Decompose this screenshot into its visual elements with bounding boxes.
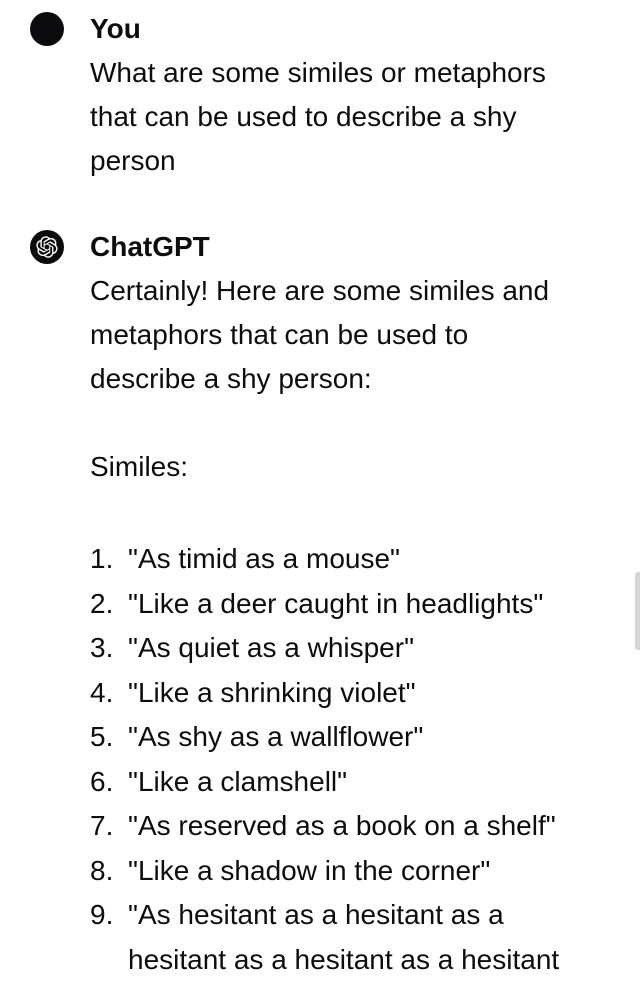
text-line: "Like a deer caught in headlights" xyxy=(128,587,544,619)
list-item-text xyxy=(128,893,620,982)
list-item-number: 4. xyxy=(90,676,114,708)
list-item-text xyxy=(128,582,620,627)
list-item xyxy=(90,626,620,671)
list-item-number: 8. xyxy=(90,854,114,886)
text-line: "As shy as a wallflower" xyxy=(128,721,424,752)
assistant-avatar-column xyxy=(30,225,64,982)
user-avatar-column xyxy=(30,7,64,183)
list-item xyxy=(90,537,620,582)
list-item-number: 3. xyxy=(90,632,114,663)
list-item-text xyxy=(128,537,620,582)
list-item-number: 9. xyxy=(90,899,114,930)
user-author-label: You xyxy=(90,13,141,44)
list-item xyxy=(90,893,620,982)
chatgpt-logo-icon xyxy=(30,230,64,264)
user-message-text xyxy=(90,51,620,183)
list-item-text xyxy=(128,804,620,849)
list-item-text xyxy=(128,760,620,805)
assistant-message-content xyxy=(90,225,620,982)
list-item-number: 7. xyxy=(90,810,114,841)
user-avatar xyxy=(30,12,64,46)
similes-heading: Similes: xyxy=(90,451,189,482)
list-item-text xyxy=(128,671,620,716)
text-line: describe a shy person: xyxy=(90,363,372,394)
text-line: "Like a shadow in the corner" xyxy=(128,854,491,886)
text-line: Certainly! Here are some similes and xyxy=(90,275,550,306)
text-line: "As reserved as a book on a shelf" xyxy=(128,810,556,841)
list-item-number: 5. xyxy=(90,721,114,752)
scrollbar-thumb[interactable] xyxy=(635,572,640,650)
text-line: "As timid as a mouse" xyxy=(128,543,400,574)
assistant-message xyxy=(30,225,620,982)
text-line: person xyxy=(90,145,176,176)
list-item xyxy=(90,760,620,805)
list-item xyxy=(90,804,620,849)
list-item-text xyxy=(128,715,620,760)
text-line: hesitant as a hesitant as a hesitant xyxy=(128,943,560,975)
list-item xyxy=(90,715,620,760)
list-item-number: 2. xyxy=(90,587,114,619)
text-line: that can be used to describe a shy xyxy=(90,101,517,132)
list-item-number: 1. xyxy=(90,543,114,574)
list-item-text xyxy=(128,626,620,671)
list-item xyxy=(90,582,620,627)
list-item xyxy=(90,671,620,716)
user-message xyxy=(30,7,620,183)
text-line: "As hesitant as a hesitant as a xyxy=(128,899,504,930)
similes-list xyxy=(90,537,620,982)
text-line: "Like a clamshell" xyxy=(128,765,348,797)
list-item-number: 6. xyxy=(90,765,114,797)
text-line: "As quiet as a whisper" xyxy=(128,632,415,663)
user-message-content xyxy=(90,7,620,183)
text-line: What are some similes or metaphors xyxy=(90,57,546,88)
assistant-author-label: ChatGPT xyxy=(90,231,210,262)
list-item-text xyxy=(128,849,620,894)
text-line: metaphors that can be used to xyxy=(90,319,469,350)
assistant-intro-text xyxy=(90,269,620,401)
text-line: "Like a shrinking violet" xyxy=(128,676,416,708)
list-item xyxy=(90,849,620,894)
